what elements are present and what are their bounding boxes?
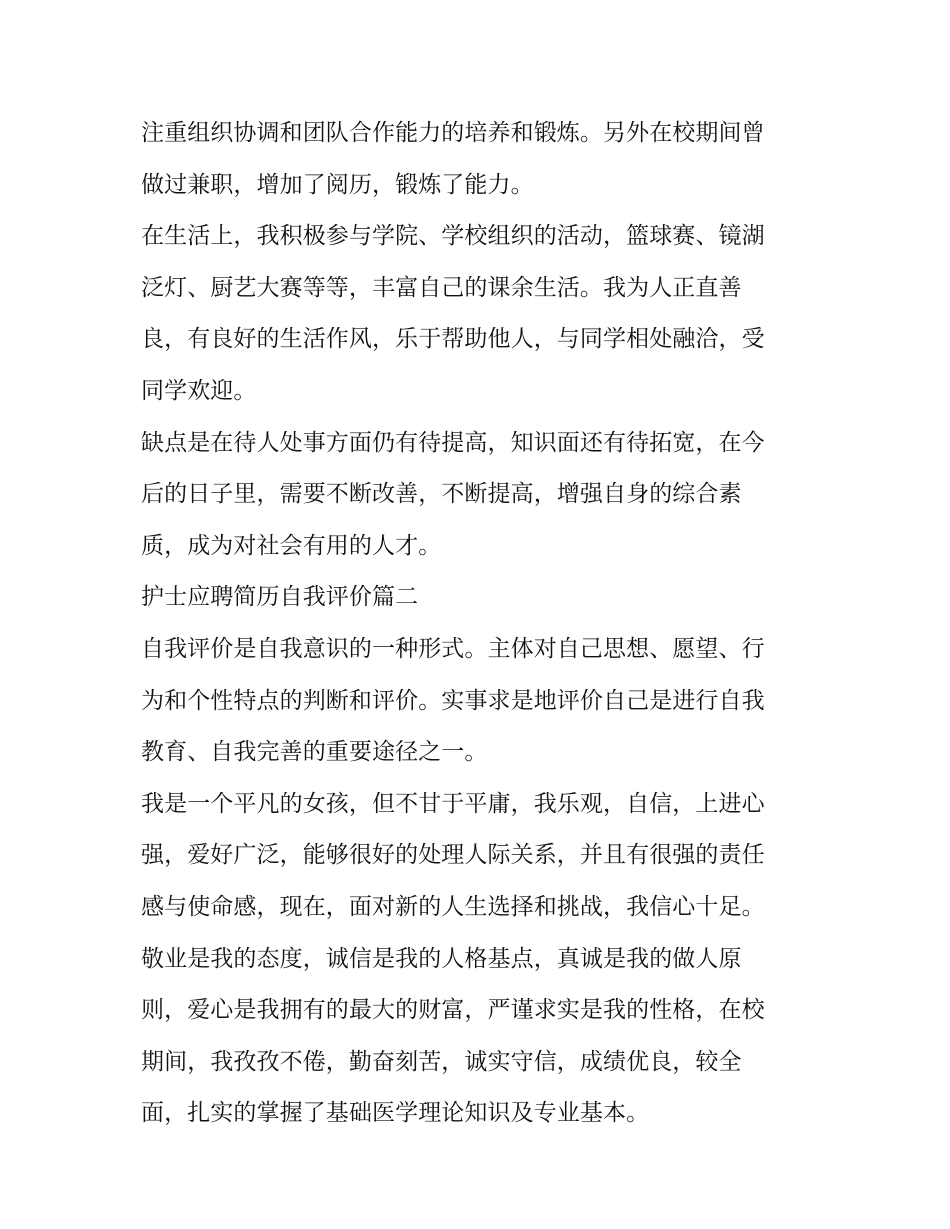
text-line: 感与使命感，现在，面对新的人生选择和挑战，我信心十足。 (141, 893, 765, 920)
text-line: 教育、自我完善的重要途径之一。 (141, 739, 488, 766)
text-line: 质，成为对社会有用的人才。 (141, 532, 442, 559)
text-line: 同学欢迎。 (141, 377, 257, 404)
text-line: 良，有良好的生活作风，乐于帮助他人，与同学相处融洽，受 (141, 326, 765, 353)
text-line: 敬业是我的态度，诚信是我的人格基点，真诚是我的做人原 (141, 945, 742, 972)
text-line: 自我评价是自我意识的一种形式。主体对自己思想、愿望、行 (141, 635, 765, 662)
text-line: 期间，我孜孜不倦，勤奋刻苦，诚实守信，成绩优良，较全 (141, 1048, 742, 1075)
document-body (141, 108, 821, 1140)
text-line: 后的日子里，需要不断改善，不断提高，增强自身的综合素 (141, 481, 742, 508)
text-line: 面，扎实的掌握了基础医学理论知识及专业基本。 (141, 1100, 650, 1127)
text-line: 为和个性特点的判断和评价。实事求是地评价自己是进行自我 (141, 687, 765, 714)
text-line: 强，爱好广泛，能够很好的处理人际关系，并且有很强的责任 (141, 842, 765, 869)
text-line: 注重组织协调和团队合作能力的培养和锻炼。另外在校期间曾 (141, 120, 765, 146)
text-line: 缺点是在待人处事方面仍有待提高，知识面还有待拓宽，在今 (141, 429, 765, 456)
text-line: 做过兼职，增加了阅历，锻炼了能力。 (141, 171, 534, 198)
text-line: 我是一个平凡的女孩，但不甘于平庸，我乐观，自信，上进心 (141, 790, 765, 817)
text-line: 在生活上，我积极参与学院、学校组织的活动，篮球赛、镜湖 (141, 223, 765, 250)
text-line: 泛灯、厨艺大赛等等，丰富自己的课余生活。我为人正直善 (141, 274, 742, 301)
section-heading: 护士应聘简历自我评价篇二 (141, 584, 419, 611)
text-line: 则，爱心是我拥有的最大的财富，严谨求实是我的性格，在校 (141, 997, 765, 1024)
